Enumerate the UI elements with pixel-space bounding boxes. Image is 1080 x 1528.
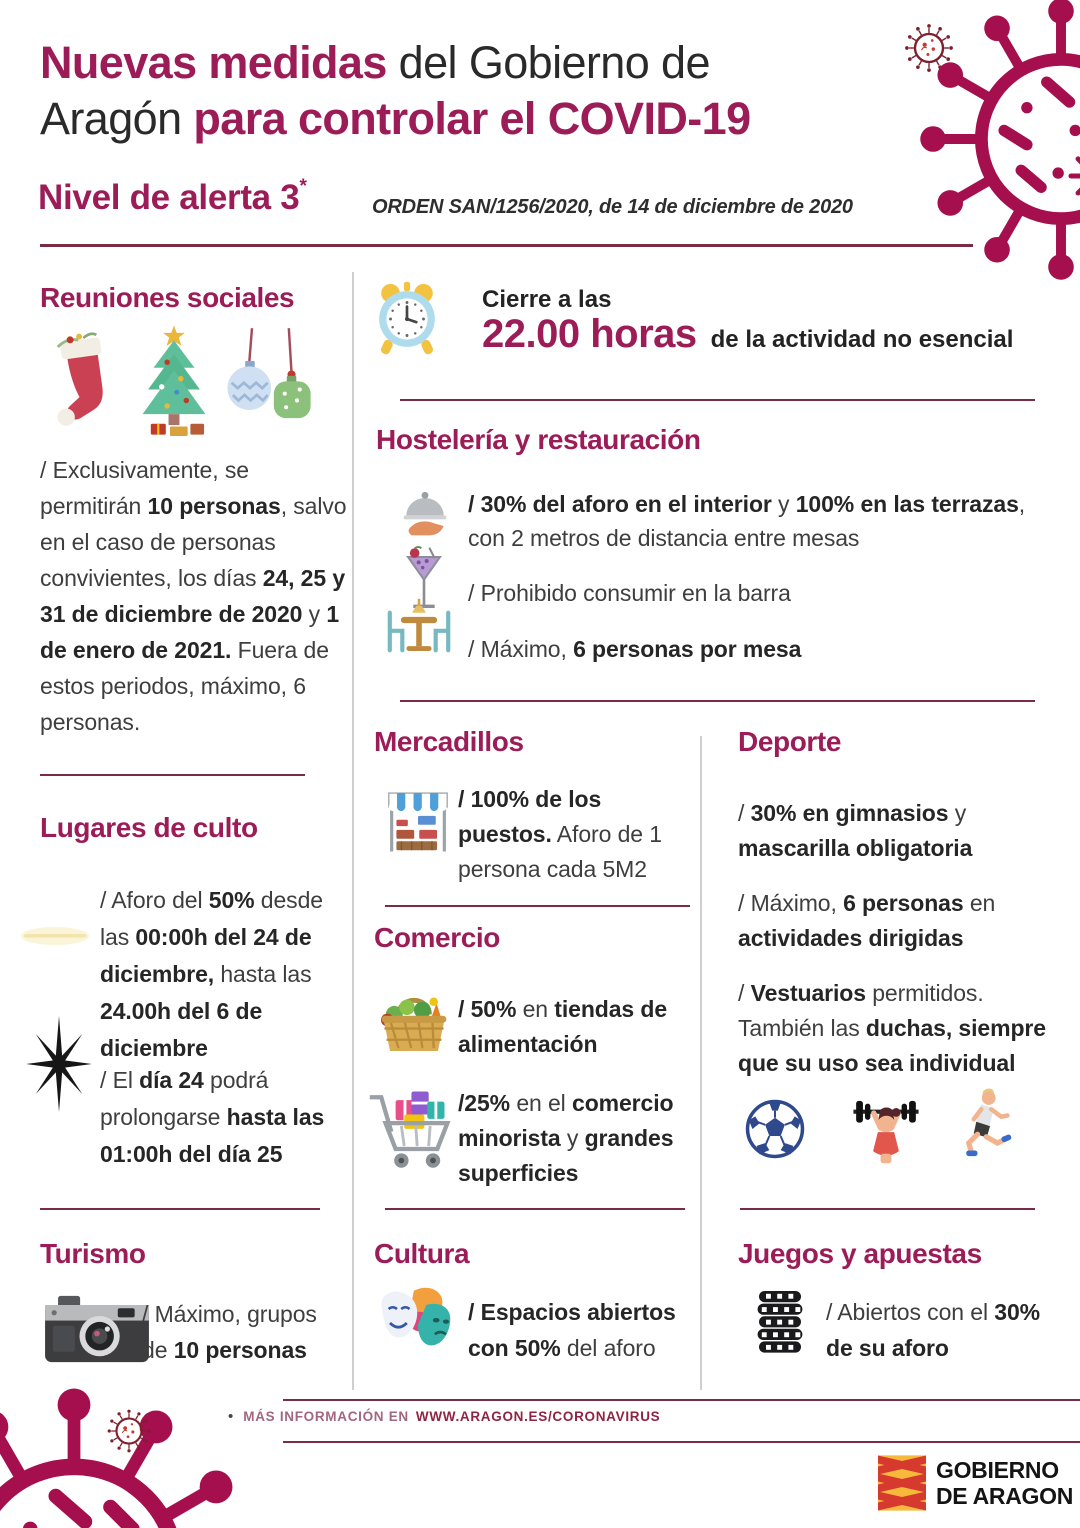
footer-divider-bottom (283, 1441, 1080, 1443)
christmas-stocking-icon (44, 330, 124, 432)
theater-masks-icon (376, 1286, 460, 1360)
christmas-ornaments-icon (222, 328, 312, 432)
closure-divider (400, 399, 1035, 401)
reuniones-body: / Exclusivamente, se permitirán 10 personas, salvo en el caso de personas convivientes, los días 24, 25 y 31 de diciembre de 2020 y 1 de enero de 2021. Fuera de estos periodos, máximo, 6 personas. (40, 457, 347, 735)
section-heading-turismo: Turismo (40, 1238, 146, 1269)
candle-glow-icon (18, 918, 92, 954)
page-title-line-2: Aragón para controlar el COVID-19 (40, 93, 751, 144)
footer-info (228, 1408, 660, 1425)
vertical-divider-left (352, 272, 354, 1390)
alert-asterisk: * (299, 176, 307, 198)
juegos-item-1: / Abiertos con el 30% de su aforo (826, 1299, 1040, 1361)
comercio-divider (385, 1208, 685, 1210)
page-title-line-1: Nuevas medidas del Gobierno de (40, 37, 710, 88)
weightlifting-woman-icon (848, 1090, 924, 1166)
alarm-clock-icon (374, 278, 440, 360)
section-heading-hosteleria: Hostelería y restauración (376, 424, 701, 455)
section-heading-deporte: Deporte (738, 726, 841, 757)
camera-icon (42, 1292, 152, 1366)
runner-icon (948, 1088, 1012, 1158)
logo-line-1: GOBIERNO (936, 1457, 1059, 1483)
closure-detail: de la actividad no esencial (710, 326, 1014, 353)
hosteleria-item-1: / 30% del aforo en el interior y 100% en las terrazas, con 2 metros de distancia entre mesas (468, 491, 1026, 551)
deporte-item-1: / 30% en gimnasios y mascarilla obligatoria (738, 800, 973, 861)
comercio-item-2: /25% en el comercio minorista y grandes superficies (458, 1090, 674, 1186)
mercadillos-item-1: / 100% de los puestos. Aforo de 1 persona cada 5M2 (458, 786, 662, 882)
closure-line1: Cierre a las (482, 286, 612, 313)
footer-info-url: WWW.ARAGON.ES/CORONAVIRUS (415, 1409, 661, 1424)
shopping-cart-icon (364, 1080, 456, 1172)
mercadillos-divider (385, 905, 690, 907)
section-heading-comercio: Comercio (374, 922, 500, 953)
turismo-item-1: / Máximo, grupos de 10 personas (142, 1301, 317, 1363)
grocery-basket-icon (376, 986, 452, 1054)
deporte-divider (740, 1208, 1035, 1210)
alert-level: Nivel de alerta 3* (38, 176, 307, 217)
aragon-flag-icon (878, 1452, 926, 1514)
lugares-item-2: / El día 24 podrá prolongarse hasta las 01:00h del día 25 (100, 1067, 325, 1167)
lugares-item-1: / Aforo del 50% desde las 00:00h del 24 de diciembre, hasta las 24.00h del 6 de diciembre (100, 887, 323, 1061)
market-stall-icon (386, 788, 450, 854)
header-divider (40, 244, 973, 247)
hosteleria-item-2: / Prohibido consumir en la barra (468, 580, 791, 606)
bethlehem-star-icon (26, 1016, 92, 1112)
gobierno-aragon-logo (878, 1452, 1073, 1514)
deporte-item-2: / Máximo, 6 personas en actividades dirigidas (738, 890, 996, 951)
table-chairs-icon (380, 596, 458, 660)
serving-cloche-icon (398, 486, 452, 542)
virus-solid-icon (916, 0, 1080, 284)
order-reference: ORDEN SAN/1256/2020, de 14 de diciembre de 2020 (372, 196, 853, 218)
soccer-ball-icon (744, 1098, 806, 1160)
closure-time: 22.00 horas (482, 312, 697, 356)
section-heading-reuniones: Reuniones sociales (40, 282, 295, 313)
footer-info-label: MÁS INFORMACIÓN EN (243, 1409, 409, 1424)
footer-bullet: • (228, 1408, 234, 1425)
virus-outline-icon (104, 1406, 154, 1456)
vertical-divider-right (700, 736, 702, 1390)
lugares-divider (40, 1208, 320, 1210)
christmas-tree-icon (126, 324, 222, 436)
hosteleria-divider (400, 700, 1035, 702)
section-heading-cultura: Cultura (374, 1238, 470, 1269)
footer-divider-top (283, 1399, 1080, 1401)
logo-line-2: DE ARAGON (936, 1483, 1074, 1509)
cultura-item-1: / Espacios abiertos con 50% del aforo (468, 1299, 676, 1361)
hosteleria-item-3: / Máximo, 6 personas por mesa (468, 636, 802, 662)
reuniones-divider (40, 774, 305, 776)
section-heading-mercadillos: Mercadillos (374, 726, 524, 757)
section-heading-lugares: Lugares de culto (40, 812, 258, 843)
comercio-item-1: / 50% en tiendas de alimentación (458, 996, 668, 1057)
section-heading-juegos: Juegos y apuestas (738, 1238, 982, 1269)
deporte-item-3: / Vestuarios permitidos. También las duchas, siempre que su uso sea individual (738, 980, 1046, 1076)
poker-chips-icon (752, 1288, 808, 1364)
